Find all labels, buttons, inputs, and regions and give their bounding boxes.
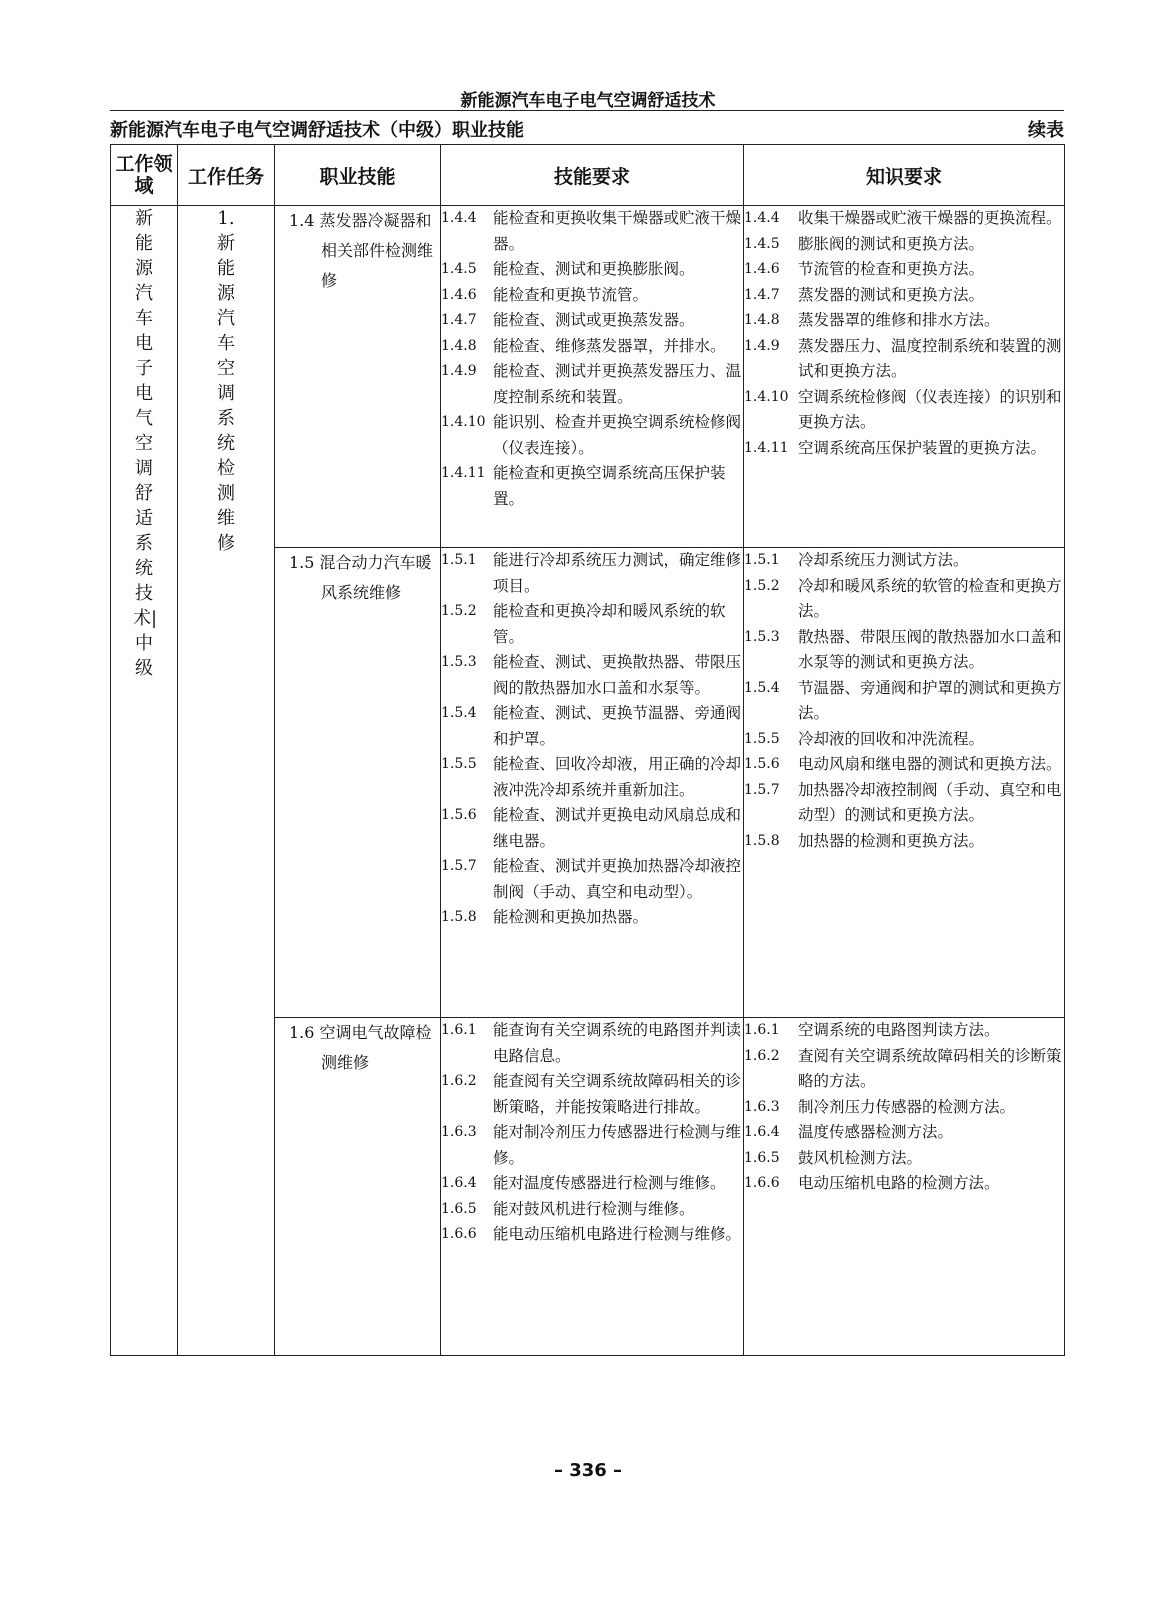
skill-name-rest: 相关部件检测维修 (321, 241, 434, 290)
knowledge-item-text: 空调系统检修阀（仪表连接）的识别和更换方法。 (798, 387, 1062, 431)
skill-item (441, 257, 743, 283)
knowledge-item-number: 1.5.1 (744, 552, 780, 568)
skill-item (441, 1197, 743, 1223)
knowledge-item-number: 1.6.3 (744, 1098, 780, 1115)
skill-name (275, 206, 440, 296)
knowledge-item (744, 1044, 1064, 1095)
knowledge-item-number: 1.4.7 (744, 286, 780, 303)
task-number: 1. (217, 208, 235, 229)
knowledge-item (744, 1146, 1064, 1172)
skill-item-number: 1.6.3 (441, 1124, 477, 1140)
skill-item-text: 能检查、回收冷却液，用正确的冷却液冲洗冷却系统并重新加注。 (493, 755, 742, 799)
skill-item-number: 1.5.8 (441, 909, 477, 925)
page-number: – 336 – (553, 1460, 623, 1481)
knowledge-item (744, 308, 1064, 334)
skill-name (275, 548, 440, 608)
skill-name (275, 1018, 440, 1078)
skill-item-text: 能对制冷剂压力传感器进行检测与维修。 (493, 1123, 742, 1167)
skill-item-number: 1.4.8 (441, 337, 477, 354)
knowledge-item (744, 206, 1064, 232)
skill-item-text: 能对鼓风机进行检测与维修。 (493, 1199, 695, 1218)
table-header-row (111, 145, 1065, 206)
skill-item (441, 752, 743, 803)
skills-table (110, 144, 1065, 1356)
knowledge-item (744, 1018, 1064, 1044)
skill-item-number: 1.6.6 (441, 1226, 477, 1242)
domain-cell (111, 206, 178, 1356)
knowledge-item-number: 1.5.8 (744, 832, 780, 849)
knowledge-item-number: 1.6.6 (744, 1175, 780, 1191)
knowledge-item-text: 制冷剂压力传感器的检测方法。 (798, 1097, 1016, 1116)
skill-item-text: 能检查、测试和更换膨胀阀。 (493, 260, 695, 278)
task-cell (178, 206, 275, 1356)
skill-item-number: 1.5.7 (441, 858, 477, 874)
skill-item (441, 461, 743, 512)
skill-item-text: 能检查、测试或更换蒸发器。 (493, 311, 695, 329)
skill-item-number: 1.4.11 (441, 465, 486, 481)
knowledge-item (744, 727, 1064, 753)
table-title: 新能源汽车电子电气空调舒适技术（中级）职业技能 (110, 120, 524, 141)
running-head: 新能源汽车电子电气空调舒适技术 (460, 91, 716, 111)
header-domain: 工作领域 (111, 145, 178, 206)
knowledge-item (744, 1095, 1064, 1121)
knowledge-item-number: 1.5.3 (744, 628, 780, 645)
knowledge-req-cell (744, 548, 1065, 1018)
knowledge-item-text: 膨胀阀的测试和更换方法。 (798, 234, 985, 253)
knowledge-item (744, 574, 1064, 625)
skill-item-number: 1.5.5 (441, 756, 477, 772)
skill-item-number: 1.4.10 (441, 414, 486, 430)
skill-item (441, 1018, 743, 1069)
skill-item-text: 能检查、测试并更换蒸发器压力、温度控制系统和装置。 (493, 362, 742, 406)
knowledge-item (744, 436, 1064, 462)
knowledge-item (744, 676, 1064, 727)
skill-item (441, 599, 743, 650)
knowledge-item (744, 1120, 1064, 1146)
skill-name-first: 1.4 蒸发器冷凝器和 (289, 211, 432, 230)
skill-item-text: 能检查、维修蒸发器罩，并排水。 (493, 336, 726, 355)
skill-item-number: 1.5.4 (441, 705, 477, 721)
knowledge-item-number: 1.5.4 (744, 679, 780, 696)
knowledge-item-text: 节温器、旁通阀和护罩的测试和更换方法。 (798, 678, 1062, 722)
skill-item-text: 能检查和更换空调系统高压保护装置。 (493, 464, 726, 508)
knowledge-item (744, 257, 1064, 283)
knowledge-item-number: 1.6.4 (744, 1124, 780, 1140)
knowledge-item (744, 752, 1064, 778)
skill-item (441, 650, 743, 701)
knowledge-item-text: 加热器冷却液控制阀（手动、真空和电动型）的测试和更换方法。 (798, 780, 1062, 824)
skill-req-cell (441, 1018, 744, 1356)
knowledge-item-number: 1.6.1 (744, 1022, 780, 1038)
skill-item-text: 能进行冷却系统压力测试，确定维修项目。 (493, 551, 742, 595)
knowledge-item (744, 334, 1064, 385)
skill-req-cell (441, 206, 744, 548)
skill-item-number: 1.4.7 (441, 312, 477, 328)
knowledge-item-text: 蒸发器罩的维修和排水方法。 (798, 311, 1000, 329)
task-text: 新能源汽车空调系统检测维修 (217, 233, 235, 554)
knowledge-item-number: 1.4.9 (744, 337, 780, 354)
knowledge-item (744, 283, 1064, 309)
skill-item-number: 1.6.5 (441, 1200, 477, 1217)
skill-item (441, 308, 743, 334)
skill-item (441, 1222, 743, 1248)
skill-item-text: 能检查、测试并更换电动风扇总成和继电器。 (493, 806, 742, 850)
skill-item-text: 能对温度传感器进行检测与维修。 (493, 1174, 726, 1192)
skill-item (441, 548, 743, 599)
skill-item (441, 1120, 743, 1171)
skill-item-text: 能查阅有关空调系统故障码相关的诊断策略，并能按策略进行排故。 (493, 1072, 742, 1116)
skill-item-text: 能检查、测试、更换散热器、带限压阀的散热器加水口盖和水泵等。 (493, 653, 742, 697)
knowledge-item-number: 1.5.7 (744, 781, 780, 798)
knowledge-item-text: 节流管的检查和更换方法。 (798, 260, 985, 278)
knowledge-item-number: 1.4.5 (744, 235, 780, 252)
knowledge-item-number: 1.5.5 (744, 730, 780, 747)
skill-item-number: 1.4.6 (441, 286, 477, 303)
header-rule (110, 110, 1064, 111)
skill-item-number: 1.4.4 (441, 210, 477, 226)
skill-name-rest: 风系统维修 (321, 583, 402, 602)
knowledge-item-text: 空调系统的电路图判读方法。 (798, 1021, 1000, 1039)
knowledge-item-number: 1.4.4 (744, 210, 780, 226)
skill-item (441, 410, 743, 461)
header-skill-req: 技能要求 (441, 145, 744, 206)
skill-item (441, 206, 743, 257)
skill-item-text: 能电动压缩机电路进行检测与维修。 (493, 1225, 742, 1243)
skill-req-cell (441, 548, 744, 1018)
domain-text: 新能源汽车电子电气空调舒适系统技术|中级 (133, 208, 158, 679)
knowledge-item-text: 散热器、带限压阀的散热器加水口盖和水泵等的测试和更换方法。 (798, 627, 1062, 671)
knowledge-item-number: 1.5.6 (744, 756, 780, 772)
knowledge-item (744, 829, 1064, 855)
knowledge-item-text: 蒸发器压力、温度控制系统和装置的测试和更换方法。 (798, 336, 1062, 380)
skill-item-text: 能检查、测试、更换节温器、旁通阀和护罩。 (493, 704, 742, 748)
knowledge-item-text: 温度传感器检测方法。 (798, 1123, 954, 1141)
skill-item (441, 1069, 743, 1120)
skill-item-number: 1.4.5 (441, 261, 477, 277)
skill-item-number: 1.5.1 (441, 552, 477, 568)
skill-item-number: 1.4.9 (441, 363, 477, 379)
skill-item (441, 854, 743, 905)
skill-item (441, 359, 743, 410)
skill-item-number: 1.6.2 (441, 1073, 477, 1089)
knowledge-item-text: 加热器的检测和更换方法。 (798, 831, 985, 850)
header-task: 工作任务 (178, 145, 275, 206)
knowledge-req-cell (744, 1018, 1065, 1356)
skill-item-number: 1.6.1 (441, 1022, 477, 1038)
knowledge-item (744, 232, 1064, 258)
knowledge-item (744, 1171, 1064, 1197)
table-title-row (110, 116, 1064, 144)
continued-label: 续表 (1028, 120, 1064, 141)
skill-cell (275, 206, 441, 548)
skill-item-number: 1.5.3 (441, 654, 477, 670)
skill-item-text: 能检查和更换节流管。 (493, 285, 649, 304)
knowledge-item-text: 冷却系统压力测试方法。 (798, 551, 969, 569)
knowledge-item-number: 1.6.2 (744, 1047, 780, 1064)
knowledge-item-text: 冷却液的回收和冲洗流程。 (798, 729, 985, 748)
skill-name-first: 1.5 混合动力汽车暖 (289, 553, 432, 572)
section-row-1-4 (111, 206, 1065, 548)
skill-name-rest: 测维修 (321, 1053, 370, 1072)
knowledge-item-number: 1.6.5 (744, 1149, 780, 1166)
knowledge-item-text: 查阅有关空调系统故障码相关的诊断策略的方法。 (798, 1046, 1062, 1090)
skill-item-text: 能识别、检查并更换空调系统检修阀（仪表连接）。 (493, 413, 742, 457)
skill-cell (275, 548, 441, 1018)
knowledge-item-text: 电动风扇和继电器的测试和更换方法。 (798, 755, 1062, 773)
knowledge-item-number: 1.4.10 (744, 388, 789, 405)
skill-item-text: 能查询有关空调系统的电路图并判读电路信息。 (493, 1021, 742, 1065)
knowledge-item-text: 收集干燥器或贮液干燥器的更换流程。 (798, 209, 1062, 227)
skill-item (441, 701, 743, 752)
task-text-wrap (215, 206, 237, 556)
skill-item-number: 1.6.4 (441, 1175, 477, 1191)
skill-item-text: 能检测和更换加热器。 (493, 908, 649, 926)
skill-item (441, 905, 743, 931)
knowledge-item-text: 鼓风机检测方法。 (798, 1148, 923, 1167)
skill-item (441, 283, 743, 309)
header-knowledge-req: 知识要求 (744, 145, 1065, 206)
knowledge-item (744, 625, 1064, 676)
knowledge-item-number: 1.4.8 (744, 312, 780, 328)
knowledge-item (744, 778, 1064, 829)
skill-item-text: 能检查和更换冷却和暖风系统的软管。 (493, 602, 726, 646)
skill-item-text: 能检查、测试并更换加热器冷却液控制阀（手动、真空和电动型）。 (493, 857, 742, 901)
knowledge-item-number: 1.5.2 (744, 577, 780, 594)
knowledge-item-text: 蒸发器的测试和更换方法。 (798, 285, 985, 304)
skill-item-text: 能检查和更换收集干燥器或贮液干燥器。 (493, 209, 742, 253)
skill-item (441, 1171, 743, 1197)
skill-item (441, 803, 743, 854)
knowledge-item-number: 1.4.11 (744, 439, 789, 456)
skill-name-first: 1.6 空调电气故障检 (289, 1023, 432, 1042)
knowledge-item-number: 1.4.6 (744, 261, 780, 277)
skill-item (441, 334, 743, 360)
header-skill: 职业技能 (275, 145, 441, 206)
knowledge-item-text: 电动压缩机电路的检测方法。 (798, 1174, 1000, 1192)
skill-cell (275, 1018, 441, 1356)
skill-item-number: 1.5.6 (441, 807, 477, 823)
knowledge-item-text: 空调系统高压保护装置的更换方法。 (798, 438, 1047, 457)
knowledge-req-cell (744, 206, 1065, 548)
knowledge-item (744, 548, 1064, 574)
skill-item-number: 1.5.2 (441, 603, 477, 619)
knowledge-item-text: 冷却和暖风系统的软管的检查和更换方法。 (798, 576, 1062, 620)
knowledge-item (744, 385, 1064, 436)
